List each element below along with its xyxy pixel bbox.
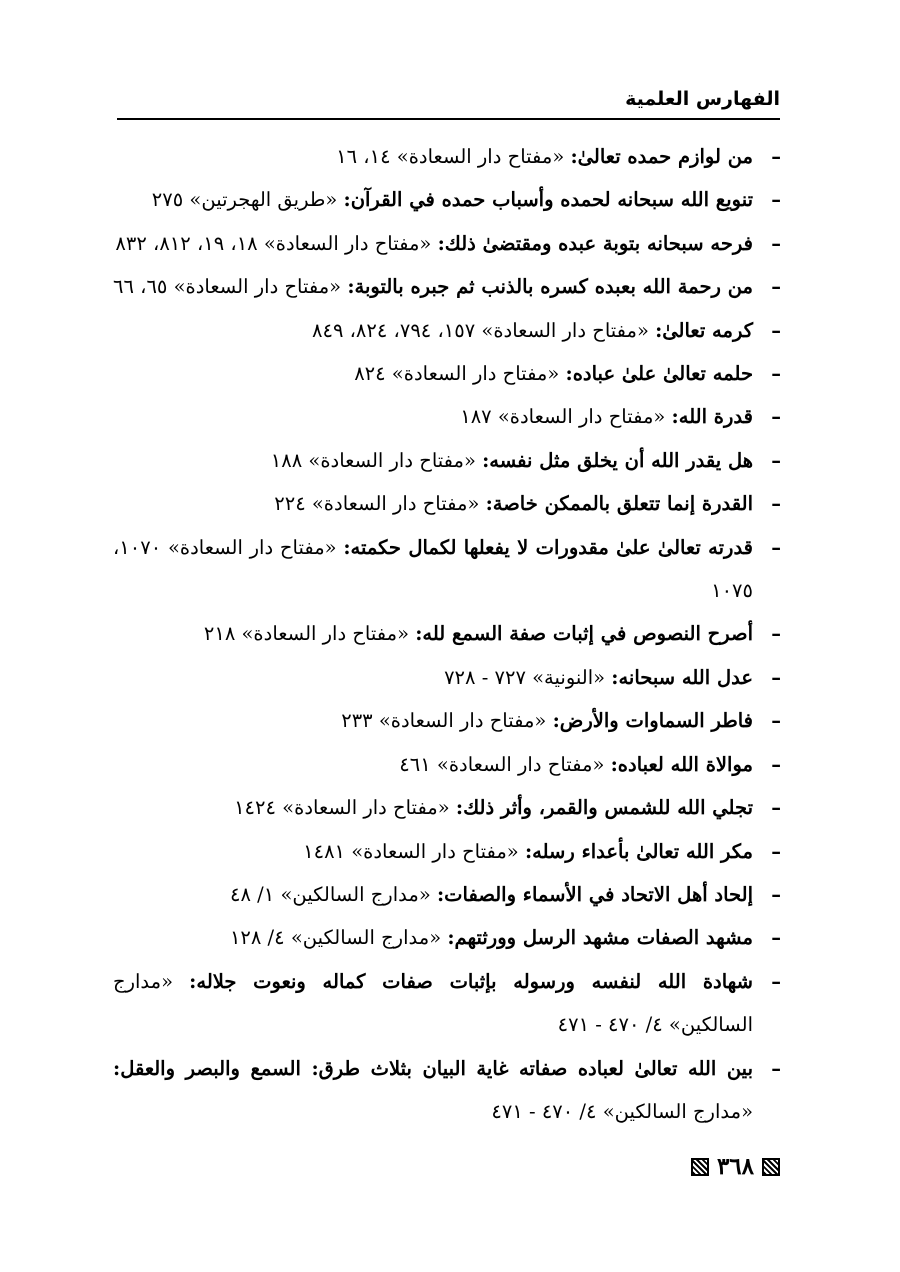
entry-reference: «مفتاح دار السعادة» ٨٢٤	[354, 362, 560, 386]
index-entry	[113, 265, 781, 308]
index-entry	[113, 309, 781, 352]
entry-topic: مكر الله تعالىٰ بأعداء رسله:	[524, 839, 753, 863]
index-entry	[113, 786, 781, 829]
index-entry	[113, 960, 781, 1047]
index-entry	[113, 135, 781, 178]
entry-topic: كرمه تعالىٰ:	[655, 318, 753, 342]
entry-reference: «مدارج السالكين» ٤/ ٤٧٠ - ٤٧١	[491, 1099, 753, 1123]
index-entry	[113, 916, 781, 959]
index-entry	[113, 830, 781, 873]
index-entry	[113, 612, 781, 655]
entry-reference: «مفتاح دار السعادة» ١٨، ١٩، ٨١٢، ٨٣٢	[115, 231, 432, 255]
entry-topic: تجلي الله للشمس والقمر، وأثر ذلك:	[455, 796, 753, 820]
entry-reference: «مفتاح دار السعادة» ١٠٧٠، ١٠٧٥	[113, 535, 753, 603]
entry-topic: القدرة إنما تتعلق بالممكن خاصة:	[485, 492, 753, 516]
index-entry	[113, 873, 781, 916]
index-entry	[113, 352, 781, 395]
entry-dash: –	[771, 405, 781, 429]
entry-dash: –	[771, 318, 781, 342]
entry-topic: شهادة الله لنفسه ورسوله بإثبات صفات كماله ونعوت جلاله:	[189, 969, 753, 993]
entry-reference: «مدارج السالكين» ٤/ ٤٧٠ - ٤٧١	[113, 969, 753, 1037]
entry-dash: –	[771, 622, 781, 646]
index-entry	[113, 1047, 781, 1134]
entry-topic: تنويع الله سبحانه لحمده وأسباب حمده في القرآن:	[343, 188, 753, 212]
entry-topic: فاطر السماوات والأرض:	[552, 709, 753, 733]
entry-reference: «مدارج السالكين» ١/ ٤٨	[230, 882, 431, 906]
entry-topic: بين الله تعالىٰ لعباده صفاته غاية البيان بثلاث طرق: السمع والبصر والعقل:	[113, 1056, 753, 1080]
entry-dash: –	[771, 752, 781, 776]
entry-dash: –	[771, 796, 781, 820]
entry-reference: «مفتاح دار السعادة» ٢٣٣	[341, 709, 547, 733]
entry-dash: –	[771, 188, 781, 212]
entry-dash: –	[771, 492, 781, 516]
entry-dash: –	[771, 839, 781, 863]
entry-topic: أصرح النصوص في إثبات صفة السمع لله:	[415, 622, 753, 646]
page-footer	[691, 1153, 780, 1180]
entry-reference: «مفتاح دار السعادة» ١٨٧	[460, 405, 666, 429]
index-entry	[113, 439, 781, 482]
entry-reference: «مفتاح دار السعادة» ٢٢٤	[274, 492, 480, 516]
entry-reference: «مفتاح دار السعادة» ١٤٨١	[303, 839, 519, 863]
ornament-icon	[762, 1158, 780, 1176]
index-entry	[113, 178, 781, 221]
entry-topic: موالاة الله لعباده:	[610, 752, 753, 776]
index-entry	[113, 743, 781, 786]
index-entry	[113, 656, 781, 699]
entry-dash: –	[771, 362, 781, 386]
entry-topic: قدرته تعالىٰ علىٰ مقدورات لا يفعلها لكمال حكمته:	[343, 535, 754, 559]
entry-reference: «مدارج السالكين» ٤/ ١٢٨	[229, 926, 442, 950]
entry-topic: إلحاد أهل الاتحاد في الأسماء والصفات:	[436, 882, 753, 906]
entry-reference: «مفتاح دار السعادة» ٢١٨	[203, 622, 409, 646]
index-entry	[113, 526, 781, 613]
entry-topic: من لوازم حمده تعالىٰ:	[570, 145, 753, 168]
entry-dash: –	[771, 275, 781, 299]
entry-reference: «مفتاح دار السعادة» ١٤٢٤	[234, 796, 450, 820]
entry-dash: –	[771, 882, 781, 906]
ornament-icon	[691, 1158, 709, 1176]
entry-reference: «مفتاح دار السعادة» ١٨٨	[270, 448, 476, 472]
entry-dash: –	[771, 448, 781, 472]
index-entry	[113, 699, 781, 742]
entry-reference: «مفتاح دار السعادة» ٦٥، ٦٦	[113, 275, 342, 299]
entry-dash: –	[771, 145, 781, 168]
entry-topic: فرحه سبحانه بتوبة عبده ومقتضىٰ ذلك:	[437, 231, 753, 255]
entry-topic: حلمه تعالىٰ علىٰ عباده:	[565, 362, 753, 386]
entry-reference: «طريق الهجرتين» ٢٧٥	[151, 188, 338, 212]
entry-dash: –	[771, 665, 781, 689]
entry-dash: –	[771, 535, 781, 559]
entry-reference: «مفتاح دار السعادة» ١٥٧، ٧٩٤، ٨٢٤، ٨٤٩	[312, 318, 649, 342]
entry-reference: «مفتاح دار السعادة» ٤٦١	[399, 752, 605, 776]
entry-reference: «مفتاح دار السعادة» ١٤، ١٦	[336, 145, 565, 168]
header-rule	[117, 118, 780, 120]
running-title: الفهارس العلمية	[625, 88, 780, 110]
entry-topic: عدل الله سبحانه:	[611, 665, 753, 689]
entry-dash: –	[771, 231, 781, 255]
entry-topic: مشهد الصفات مشهد الرسل وورثتهم:	[447, 926, 753, 950]
page-number: ٣٦٨	[716, 1153, 754, 1180]
entry-dash: –	[771, 709, 781, 733]
entry-topic: هل يقدر الله أن يخلق مثل نفسه:	[482, 448, 753, 472]
entry-dash: –	[771, 969, 781, 993]
index-entry	[113, 395, 781, 438]
entry-reference: «النونية» ٧٢٧ - ٧٢٨	[444, 665, 606, 689]
index-entry-list	[113, 135, 781, 1133]
entry-topic: قدرة الله:	[671, 405, 753, 429]
entry-topic: من رحمة الله بعبده كسره بالذنب ثم جبره بالتوبة:	[347, 275, 753, 299]
index-entry	[113, 482, 781, 525]
index-entry	[113, 222, 781, 265]
entry-dash: –	[771, 926, 781, 950]
entry-dash: –	[771, 1056, 781, 1080]
page-header	[117, 86, 780, 120]
